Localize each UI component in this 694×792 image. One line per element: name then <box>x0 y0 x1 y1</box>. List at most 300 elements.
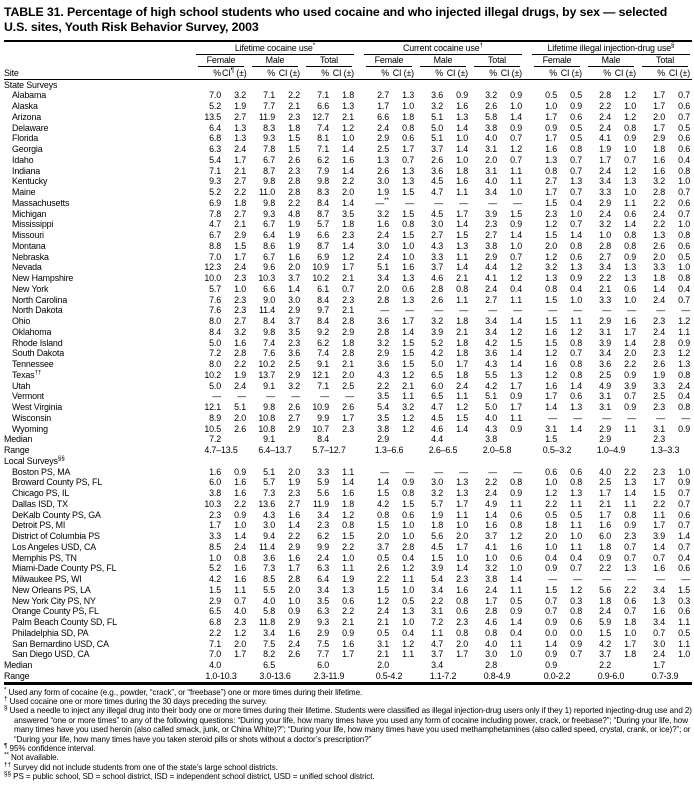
value-cell: 3.3 <box>599 187 611 197</box>
value-cell: 5.0 <box>431 359 443 369</box>
value-cell: 0.7 <box>624 606 636 617</box>
value-cell: 1.2 <box>402 412 414 423</box>
section-row <box>4 456 692 467</box>
value-cell: 0.4 <box>678 283 691 294</box>
value-cell: 3.0 <box>653 638 665 649</box>
value-cell: 4.5 <box>431 176 443 187</box>
value-cell: 7.8 <box>263 144 275 154</box>
value-cell: 1.0 <box>678 649 691 660</box>
value-cell: 1.2 <box>342 251 354 262</box>
group-header-label: Lifetime cocaine use* <box>196 42 354 55</box>
summary-value: 2.9 <box>599 434 611 445</box>
value-cell: 1.5 <box>402 359 414 369</box>
value-cell: 2.2 <box>485 477 497 488</box>
value-cell: 6.6 <box>263 283 275 294</box>
value-cell: 2.7 <box>431 230 443 240</box>
value-cell: 0.7 <box>234 595 246 606</box>
value-cell: 1.0 <box>456 520 468 531</box>
value-cell: 1.0 <box>624 187 636 197</box>
value-cell: 1.0 <box>234 283 246 294</box>
value-cell: 7.5 <box>263 638 275 649</box>
value-cell: 1.7 <box>456 208 468 219</box>
value-cell: 2.9 <box>288 305 300 316</box>
value-cell: 2.2 <box>653 498 665 509</box>
site-cell: San Bernardino USD, CA <box>12 638 109 649</box>
value-cell: 1.5 <box>402 187 414 197</box>
value-cell: 13.5 <box>204 111 221 122</box>
value-cell: — <box>237 391 246 402</box>
value-cell: 3.8 <box>377 423 389 434</box>
value-cell: 3.1 <box>377 638 389 649</box>
value-cell: 5.1 <box>485 391 497 402</box>
site-cell: Nevada <box>12 262 42 273</box>
summary-blank <box>444 660 470 671</box>
value-cell: 0.8 <box>678 369 691 380</box>
value-cell: 1.0 <box>342 552 354 563</box>
value-cell: 1.0 <box>570 294 582 305</box>
value-cell: 3.2 <box>431 101 443 111</box>
value-cell: 0.8 <box>377 509 389 520</box>
site-cell: Miami-Dade County PS, FL <box>12 563 117 574</box>
value-cell: 1.6 <box>234 563 246 574</box>
value-cell: 1.2 <box>342 122 354 133</box>
value-cell: 2.8 <box>288 187 300 197</box>
value-cell: 2.7 <box>377 90 389 101</box>
value-cell: 3.8 <box>485 574 497 584</box>
value-cell: 2.7 <box>234 316 246 326</box>
value-cell: 1.8 <box>653 273 665 283</box>
value-cell: 1.7 <box>599 154 611 165</box>
value-cell: 1.7 <box>653 520 665 531</box>
site-cell: Milwaukee PS, WI <box>12 574 82 584</box>
value-cell: 2.2 <box>377 380 389 391</box>
value-cell: 0.7 <box>624 541 636 552</box>
site-cell: Delaware <box>12 122 49 133</box>
site-cell: Kentucky <box>12 176 48 187</box>
value-cell: 0.6 <box>678 101 691 111</box>
site-cell: Alaska <box>12 101 38 111</box>
value-cell: 0.9 <box>678 337 691 348</box>
value-cell: 1.3 <box>510 369 522 380</box>
value-cell: 0.4 <box>402 627 414 638</box>
value-cell: 1.8 <box>456 369 468 380</box>
value-cell: 1.3 <box>456 477 468 488</box>
value-cell: 3.1 <box>545 423 557 434</box>
value-cell: 1.7 <box>653 90 665 101</box>
value-cell: 9.1 <box>317 359 329 369</box>
value-cell: 8.7 <box>317 240 329 251</box>
value-cell: 3.3 <box>317 466 329 477</box>
table-row <box>4 338 692 349</box>
value-cell: 2.4 <box>377 122 389 133</box>
value-cell: 2.3 <box>545 208 557 219</box>
value-cell: 0.4 <box>678 552 691 563</box>
value-cell: 2.9 <box>485 251 497 262</box>
value-cell: 1.2 <box>510 531 522 541</box>
value-cell: 1.2 <box>342 509 354 520</box>
value-cell: 0.6 <box>342 595 354 606</box>
value-cell: 1.3 <box>545 273 557 283</box>
value-cell: 2.1 <box>402 380 414 391</box>
value-cell: 2.1 <box>234 219 246 230</box>
value-cell: 8.4 <box>317 197 329 208</box>
percent-column-header: % <box>470 67 498 80</box>
value-cell: 2.2 <box>234 359 246 369</box>
value-cell: 2.7 <box>288 412 300 423</box>
summary-value: 1.0-10.3 <box>205 670 237 681</box>
value-cell: 1.7 <box>234 251 246 262</box>
value-cell: 1.5 <box>402 498 414 509</box>
value-cell: 7.2 <box>431 617 443 627</box>
value-cell: 10.3 <box>204 498 221 509</box>
table-row <box>4 606 692 617</box>
table-row <box>4 520 692 531</box>
value-cell: 1.4 <box>342 240 354 251</box>
value-cell: 1.9 <box>431 509 443 520</box>
value-cell: 0.9 <box>402 477 414 488</box>
value-cell: 1.0 <box>510 649 522 660</box>
value-cell: 1.0 <box>402 531 414 541</box>
percent-column-header: % <box>194 67 222 80</box>
value-cell: 0.4 <box>545 552 557 563</box>
value-cell: 1.5 <box>545 294 557 305</box>
value-cell: 0.8 <box>570 477 582 488</box>
value-cell: 5.7 <box>209 283 221 294</box>
summary-label: Median <box>4 660 33 670</box>
value-cell: 8.5 <box>263 574 275 584</box>
value-cell: 7.7 <box>263 101 275 111</box>
value-cell: 1.7 <box>288 563 300 574</box>
value-cell: 1.8 <box>456 337 468 348</box>
value-cell: 7.3 <box>263 563 275 574</box>
value-cell: 0.9 <box>570 273 582 283</box>
site-cell: South Dakota <box>12 348 64 359</box>
value-cell: 3.1 <box>653 423 665 434</box>
value-cell: 11.4 <box>258 305 275 316</box>
value-cell: — <box>380 305 389 316</box>
value-cell: 1.7 <box>456 359 468 369</box>
value-cell: 0.8 <box>545 283 557 294</box>
value-cell: 1.4 <box>402 326 414 337</box>
value-cell: 2.3 <box>288 337 300 348</box>
summary-row <box>4 671 692 683</box>
value-cell: 1.4 <box>678 531 691 541</box>
value-cell: 1.1 <box>678 638 691 649</box>
value-cell: —** <box>375 196 389 208</box>
value-cell: 4.0 <box>485 638 497 649</box>
site-cell: Philadelphia SD, PA <box>12 627 89 638</box>
table-title: TABLE 31. Percentage of high school students who used cocaine and who injected illegal drugs, by sex — selected U.S. sites, Youth Risk Behavior Survey, 2003 <box>4 5 668 34</box>
value-cell: 2.8 <box>288 176 300 187</box>
value-cell: 9.8 <box>263 326 275 337</box>
value-cell: 12.1 <box>204 402 221 412</box>
value-cell: 1.6 <box>209 466 221 477</box>
value-cell: 0.5 <box>570 122 582 133</box>
value-cell: 1.3 <box>545 154 557 165</box>
value-cell: 4.2 <box>485 337 497 348</box>
value-cell: 1.1 <box>402 574 414 584</box>
value-cell: 3.0 <box>377 176 389 187</box>
table-row <box>4 510 692 521</box>
sub-header-label: Female <box>366 55 412 67</box>
value-cell: 4.6 <box>485 617 497 627</box>
value-cell: 2.9 <box>377 133 389 144</box>
summary-blank <box>558 660 584 671</box>
table-row <box>4 424 692 435</box>
sub-header-label: Total <box>474 55 520 67</box>
value-cell: 5.9 <box>599 617 611 627</box>
value-cell: 0.5 <box>402 595 414 606</box>
value-cell: 2.9 <box>342 326 354 337</box>
table-row <box>4 563 692 574</box>
value-cell: 3.0 <box>263 520 275 531</box>
value-cell: 1.4 <box>377 477 389 488</box>
value-cell: 3.8 <box>485 122 497 133</box>
value-cell: 5.7 <box>263 477 275 488</box>
value-cell: 1.1 <box>342 563 354 574</box>
value-cell: 1.7 <box>653 101 665 111</box>
value-cell: 1.4 <box>624 337 636 348</box>
value-cell: 0.7 <box>402 154 414 165</box>
value-cell: 0.9 <box>570 101 582 111</box>
value-cell: 2.4 <box>456 380 468 391</box>
percent-column-header: % <box>302 67 330 80</box>
value-cell: 2.8 <box>599 240 611 251</box>
summary-value: 2.0 <box>377 660 389 670</box>
value-cell: 0.9 <box>510 488 522 498</box>
value-cell: 1.2 <box>510 273 522 283</box>
value-cell: 1.4 <box>510 111 522 122</box>
value-cell: 2.3 <box>456 617 468 627</box>
value-cell: 2.2 <box>342 176 354 187</box>
value-cell: 10.2 <box>312 273 329 283</box>
site-cell: Wisconsin <box>12 412 52 423</box>
value-cell: 2.8 <box>599 90 611 101</box>
value-cell: — <box>513 305 522 316</box>
ci-column-header: CI (±) <box>330 67 356 80</box>
value-cell: 5.2 <box>209 187 221 197</box>
summary-blank <box>612 660 638 671</box>
value-cell: 5.1 <box>377 262 389 273</box>
value-cell: 0.7 <box>678 488 691 498</box>
value-cell: 2.3 <box>653 316 665 326</box>
value-cell: 2.4 <box>485 283 497 294</box>
value-cell: 4.6 <box>431 273 443 283</box>
value-cell: 1.8 <box>599 541 611 552</box>
value-cell: 1.1 <box>234 584 246 595</box>
value-cell: — <box>573 412 582 423</box>
value-cell: — <box>573 305 582 316</box>
value-cell: 1.2 <box>402 423 414 434</box>
value-cell: 1.6 <box>234 574 246 584</box>
value-cell: 2.3 <box>209 509 221 520</box>
value-cell: 2.2 <box>234 498 246 509</box>
value-cell: 10.8 <box>258 423 275 434</box>
value-cell: 1.7 <box>485 595 497 606</box>
summary-value: 0.9-6.0 <box>597 670 625 681</box>
summary-value: 1.3–6.6 <box>374 445 404 455</box>
value-cell: 1.5 <box>402 208 414 219</box>
value-cell: 3.0 <box>431 477 443 488</box>
value-cell: 2.2 <box>342 541 354 552</box>
value-cell: 0.9 <box>545 649 557 660</box>
summary-value: 0.7-3.9 <box>651 670 679 681</box>
table-row <box>4 305 692 316</box>
value-cell: 5.0 <box>209 337 221 348</box>
value-cell: 0.7 <box>510 154 522 165</box>
value-cell: 0.7 <box>545 606 557 617</box>
value-cell: 1.5 <box>510 337 522 348</box>
value-cell: 2.1 <box>342 617 354 627</box>
value-cell: 1.1 <box>510 294 522 305</box>
summary-blank <box>498 434 524 445</box>
value-cell: 2.3 <box>653 348 665 359</box>
table-row <box>4 413 692 424</box>
value-cell: 3.4 <box>653 584 665 595</box>
value-cell: 7.5 <box>317 638 329 649</box>
value-cell: 1.5 <box>456 412 468 423</box>
value-cell: 2.1 <box>288 101 300 111</box>
ci-column-header: CI¶ (±) <box>222 66 247 78</box>
value-cell: 2.9 <box>599 423 611 434</box>
value-cell: 7.8 <box>209 208 221 219</box>
value-cell: 2.2 <box>599 563 611 574</box>
value-cell: 1.4 <box>510 348 522 359</box>
value-cell: 3.4 <box>599 176 611 187</box>
table-row <box>4 295 692 306</box>
value-cell: 3.8 <box>485 240 497 251</box>
summary-value: 3.0-13.6 <box>259 670 291 681</box>
summary-value: 0.0-2.2 <box>543 670 571 681</box>
ci-column-header: CI (±) <box>444 67 470 80</box>
value-cell: 2.6 <box>288 154 300 165</box>
value-cell: 1.0 <box>545 541 557 552</box>
value-cell: 0.9 <box>545 122 557 133</box>
table-row <box>4 252 692 263</box>
value-cell: 1.7 <box>209 520 221 531</box>
value-cell: 6.7 <box>209 230 221 240</box>
value-cell: 1.1 <box>570 316 582 326</box>
value-cell: 1.7 <box>456 541 468 552</box>
value-cell: — <box>548 305 557 316</box>
value-cell: 4.0 <box>485 133 497 144</box>
value-cell: 7.1 <box>263 90 275 101</box>
value-cell: 5.5 <box>263 584 275 595</box>
value-cell: 2.7 <box>545 176 557 187</box>
value-cell: 4.2 <box>485 380 497 391</box>
summary-blank <box>222 660 248 671</box>
site-cell: Rhode Island <box>12 337 63 348</box>
value-cell: 0.7 <box>678 520 691 531</box>
summary-label: Range <box>4 445 30 455</box>
sub-header <box>194 55 248 67</box>
footnote: ** Not available. <box>4 751 59 763</box>
value-cell: 2.4 <box>377 606 389 617</box>
value-cell: 1.7 <box>653 122 665 133</box>
value-cell: 1.3 <box>570 402 582 412</box>
value-cell: 2.4 <box>317 552 329 563</box>
header-sub-row <box>4 55 692 67</box>
value-cell: 2.2 <box>653 197 665 208</box>
value-cell: 2.3 <box>288 488 300 498</box>
sub-header <box>470 55 524 67</box>
value-cell: 2.4 <box>653 208 665 219</box>
value-cell: 3.7 <box>377 541 389 552</box>
value-cell: 2.7 <box>234 111 246 122</box>
value-cell: 2.2 <box>288 197 300 208</box>
value-cell: — <box>405 466 414 477</box>
value-cell: 0.7 <box>678 498 691 509</box>
table-row <box>4 198 692 209</box>
value-cell: 0.7 <box>678 111 691 122</box>
site-cell: Memphis PS, TN <box>12 552 77 563</box>
value-cell: — <box>488 466 497 477</box>
value-cell: 10.5 <box>204 423 221 434</box>
value-cell: 3.2 <box>402 402 414 412</box>
table-row <box>4 542 692 553</box>
value-cell: 3.0 <box>431 219 443 230</box>
value-cell: 1.1 <box>456 509 468 520</box>
summary-blank <box>390 434 416 445</box>
summary-value: 2.2 <box>599 660 611 670</box>
value-cell: 11.9 <box>312 498 329 509</box>
table-row <box>4 273 692 284</box>
value-cell: 0.8 <box>678 402 691 412</box>
value-cell: 1.7 <box>456 649 468 660</box>
value-cell: 2.6 <box>431 154 443 165</box>
value-cell: 0.8 <box>570 337 582 348</box>
value-cell: 1.0 <box>342 133 354 144</box>
value-cell: 1.4 <box>570 230 582 240</box>
value-cell: 6.0 <box>209 477 221 488</box>
value-cell: 0.5 <box>570 509 582 520</box>
value-cell: 0.9 <box>342 627 354 638</box>
value-cell: 2.0 <box>234 638 246 649</box>
value-cell: 1.0 <box>678 466 691 477</box>
value-cell: 0.4 <box>678 391 691 402</box>
value-cell: 4.5 <box>431 208 443 219</box>
value-cell: 1.1 <box>570 520 582 531</box>
table-body <box>4 79 692 683</box>
value-cell: 7.2 <box>209 348 221 359</box>
value-cell: 1.6 <box>599 520 611 531</box>
value-cell: 2.3 <box>653 466 665 477</box>
value-cell: 0.5 <box>545 509 557 520</box>
value-cell: 2.0 <box>653 111 665 122</box>
value-cell: 5.8 <box>485 111 497 122</box>
value-cell: 2.2 <box>209 627 221 638</box>
value-cell: 1.1 <box>510 165 522 176</box>
value-cell: 2.1 <box>599 283 611 294</box>
value-cell: 1.0 <box>402 251 414 262</box>
value-cell: 1.6 <box>234 488 246 498</box>
value-cell: 2.4 <box>234 380 246 391</box>
table-row <box>4 209 692 220</box>
site-cell: Mississippi <box>12 219 54 230</box>
value-cell: 8.9 <box>209 412 221 423</box>
value-cell: 1.3 <box>342 101 354 111</box>
value-cell: 1.8 <box>342 337 354 348</box>
value-cell: 1.4 <box>342 165 354 176</box>
value-cell: 5.7 <box>431 498 443 509</box>
value-cell: 0.6 <box>678 563 691 574</box>
value-cell: — <box>602 574 611 584</box>
value-cell: 0.7 <box>545 595 557 606</box>
value-cell: 0.7 <box>678 187 691 197</box>
site-cell: Arizona <box>12 111 42 122</box>
footnote: † Used cocaine one or more times during the 30 days preceding the survey. <box>4 695 267 706</box>
value-cell: 2.8 <box>342 348 354 359</box>
